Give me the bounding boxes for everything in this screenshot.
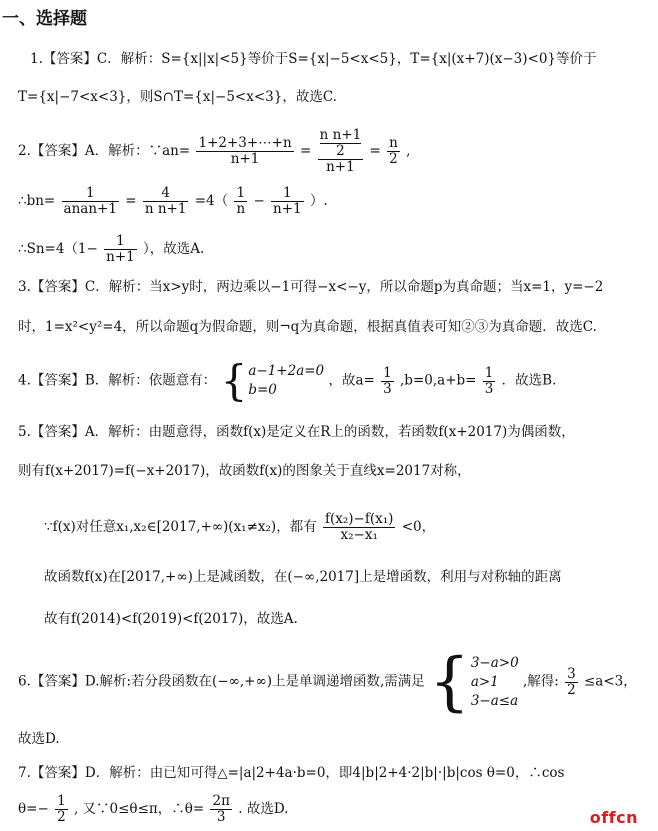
q2-bn-frac4 (271, 186, 304, 217)
q2-frac3-den: 2 (389, 151, 398, 167)
q5-frac-den: x₂−x₁ (340, 527, 378, 543)
q2-sn-frac (104, 234, 137, 265)
q2-bn-frac1 (62, 186, 119, 217)
q2-frac3 (387, 136, 400, 167)
q2-frac1-num: 1+2+3+⋯+n (198, 135, 292, 151)
q7-frac-den: 2 (57, 809, 66, 825)
q7-frac2-num: 2π (212, 793, 230, 809)
q2-frac1-den: n+1 (230, 151, 260, 167)
q4-brace-icon: { (220, 356, 248, 405)
q5-line3 (44, 512, 435, 543)
section-heading: 一、选择题 (2, 9, 87, 29)
q7-frac-num: 1 (57, 793, 66, 809)
q2-bn-eq: = (125, 193, 137, 209)
q6-frac-num: 3 (567, 665, 576, 682)
q2-sn-frac-den: n+1 (106, 249, 135, 265)
q2-bn-frac3-den: n (236, 201, 246, 217)
q2-sn-frac-num: 1 (104, 234, 137, 250)
q5-frac (323, 512, 395, 543)
q2-bn-frac3-num: 1 (234, 186, 247, 202)
q7-frac (55, 794, 68, 825)
q4-frac2 (483, 366, 496, 397)
watermark-logo: offcn (589, 808, 638, 827)
q6-sys3: 3−a≤a (470, 692, 519, 709)
q2-frac3-num: n (389, 135, 398, 151)
q2-frac2-num-bottom: 2 (336, 143, 345, 159)
q7-line1: 7.【答案】D．解析：由已知可得△=|a|2+4a·b=0，即4|b|2+4·2|b|·|b|cos θ=0，∴cos (18, 765, 565, 781)
q5-line3-prefix: ∵f(x)对任意x₁,x₂∈[2017,+∞)(x₁≠x₂)，都有 (44, 519, 317, 535)
q2-bn-frac2-den: n n+1 (144, 201, 187, 217)
q3-line1: 3.【答案】C．解析：当x>y时，两边乘以−1可得−x<−y，所以命题p为真命题；当x=1，y=−2 (18, 279, 604, 295)
q2-frac2-num-top: n n+1 (319, 127, 362, 143)
q2-frac2-den: n+1 (326, 159, 355, 175)
q4-sys2: b=0 (248, 382, 277, 398)
q1-line2: T={x|−7<x<3}，则S∩T={x|−5<x<3}，故选C. (18, 89, 337, 105)
q6-suffix: ≤a<3， (584, 673, 637, 690)
q6-prefix: 6.【答案】D.解析:若分段函数在(−∞,+∞)上是单调递增函数,需满足 (18, 673, 425, 690)
q4-suffix: ．故选B. (501, 372, 557, 389)
q7-line2-prefix: θ=− (18, 801, 49, 817)
q5-line1: 5.【答案】A．解析：由题意得，函数f(x)是定义在R上的函数，若函数f(x+2017)为偶函数， (18, 424, 575, 440)
q7-line2-mid: , 又∵0≤θ≤π，∴θ= (73, 801, 205, 817)
q2-bn-frac2-num: 4 (143, 186, 189, 202)
q2-bn-frac4-den: n+1 (273, 201, 302, 217)
q2-prefix: 2.【答案】A．解析：∵an= (18, 143, 191, 159)
q2-bn-mid: =4（ (194, 193, 229, 209)
q6-line2: 故选D. (18, 731, 60, 747)
q2-frac2 (318, 128, 364, 175)
q2-bn-frac1-num: 1 (62, 186, 119, 202)
q6-frac (565, 667, 578, 698)
q2-bn-frac1-den: anan+1 (63, 201, 117, 217)
q4-frac (381, 366, 394, 397)
q6-sys1: 3−a>0 (470, 654, 519, 671)
q6-mid: ,解得: (522, 673, 559, 690)
q2-bn-frac4-num: 1 (271, 186, 304, 202)
q4-frac2-den: 3 (484, 380, 494, 397)
q2-bn-frac3 (234, 186, 247, 217)
q4-line (18, 356, 557, 405)
q5-frac-num: f(x₂)−f(x₁) (325, 511, 394, 527)
q4-sys1: a−1+2a=0 (248, 363, 325, 379)
q2-frac1 (196, 136, 293, 167)
q4-system-lines (248, 362, 324, 400)
q2-bn-prefix: ∴bn= (18, 193, 56, 209)
q7-frac2 (210, 794, 231, 825)
q4-prefix: 4.【答案】B．解析：依题意有： (18, 372, 217, 389)
q2-bn-minus: − (253, 193, 265, 209)
q2-bn-line (18, 186, 328, 217)
q2-suffix: , (406, 143, 411, 159)
q5-line4: 故函数f(x)在[2017,+∞)上是减函数，在(−∞,2017]上是增函数，利用与对称轴的距离 (44, 569, 562, 585)
q2-eq2: = (369, 143, 381, 159)
q2-bn-suffix: ）. (309, 193, 328, 209)
q2-sn-line (18, 234, 204, 265)
q2-bn-frac2 (143, 186, 189, 217)
q7-line2 (18, 794, 288, 825)
q4-system (220, 356, 325, 405)
q2-sn-prefix: ∴Sn=4（1− (18, 241, 98, 257)
q4-frac-num: 1 (383, 364, 392, 381)
q6-brace-icon: { (429, 645, 470, 719)
q6-frac-den: 2 (567, 681, 576, 698)
q5-line2: 则有f(x+2017)=f(−x+2017)，故函数f(x)的图象关于直线x=2017对称， (18, 463, 471, 479)
q5-line5: 故有f(2014)<f(2019)<f(2017)，故选A. (44, 611, 298, 627)
q7-line2-suffix: . 故选D. (238, 801, 289, 817)
q6-line (18, 645, 637, 719)
q4-mid: ，故a= (328, 372, 375, 389)
q2-sn-suffix: ），故选A. (143, 241, 205, 257)
q6-system-lines (471, 654, 519, 711)
q2-an-line (18, 128, 410, 175)
q4-frac-den: 3 (383, 380, 392, 397)
q6-sys2: a>1 (470, 673, 499, 690)
q3-line2: 时，1=x²<y²=4，所以命题q为假命题，则¬q为真命题，根据真值表可知②③为真命题．故选C. (18, 319, 597, 335)
q6-system (429, 645, 519, 719)
q1-line1: 1.【答案】C．解析：S={x||x|<5}等价于S={x|−5<x<5}，T={x|(x+7)(x−3)<0}等价于 (30, 51, 597, 67)
q4-frac2-num: 1 (484, 364, 494, 381)
q7-frac2-den: 3 (216, 809, 226, 825)
q4-mid2: ,b=0,a+b= (400, 372, 477, 389)
q2-eq: = (300, 143, 312, 159)
q2-frac2-num (318, 128, 364, 160)
q5-line3-suffix: <0， (401, 519, 436, 535)
